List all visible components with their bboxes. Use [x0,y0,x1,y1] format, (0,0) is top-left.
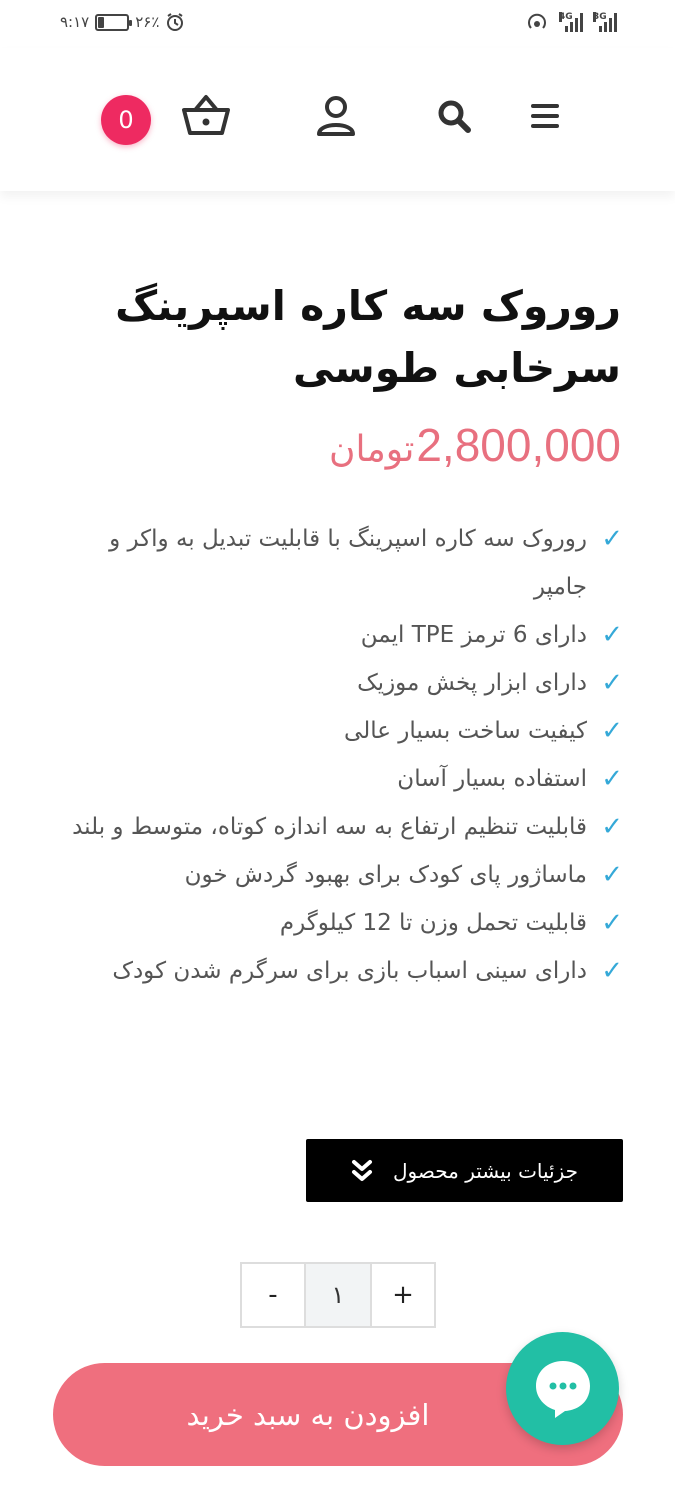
check-icon: ✓ [601,668,623,698]
check-icon: ✓ [601,860,623,890]
chat-bubble-icon [531,1356,595,1422]
product-price [329,418,621,472]
feature-item: ✓ کیفیت ساخت بسیار عالی [53,707,623,755]
signal-4g-icon: 4G [559,12,583,32]
check-icon: ✓ [601,620,623,650]
feature-item: ✓ دارای ابزار پخش موزیک [53,659,623,707]
quantity-value[interactable]: ۱ [304,1264,372,1326]
site-header [0,48,675,191]
basket-icon[interactable] [178,88,234,144]
cart-count-badge[interactable]: 0 [101,95,151,145]
more-details-label: جزئیات بیشتر محصول [393,1158,578,1183]
feature-item: ✓ دارای سینی اسباب بازی برای سرگرم شدن کودک [53,947,623,995]
status-bar [0,0,675,48]
hotspot-icon [525,12,549,32]
check-icon: ✓ [601,812,623,842]
battery-icon [95,14,129,31]
quantity-decrease-button[interactable]: - [242,1264,304,1326]
quantity-increase-button[interactable]: + [372,1264,434,1326]
status-left [60,12,185,32]
feature-item: ✓ قابلیت تحمل وزن تا 12 کیلوگرم [53,899,623,947]
feature-item: ✓ ماساژور پای کودک برای بهبود گردش خون [53,851,623,899]
price-amount: 2,800,000 [416,419,621,471]
status-right [525,12,617,32]
more-details-button[interactable] [306,1139,623,1202]
chat-button[interactable] [506,1332,619,1445]
check-icon: ✓ [601,716,623,746]
search-icon[interactable] [426,88,482,144]
check-icon: ✓ [601,524,623,554]
add-to-cart-label: افزودن به سبد خرید [186,1397,430,1432]
check-icon: ✓ [601,908,623,938]
quantity-stepper [240,1262,436,1328]
double-chevron-down-icon [351,1159,373,1183]
check-icon: ✓ [601,956,623,986]
user-icon[interactable] [308,88,364,144]
price-currency: تومان [329,429,415,470]
feature-item: ✓ دارای 6 ترمز TPE ایمن [53,611,623,659]
signal-3g-icon: 3G [593,12,617,32]
status-time: ۹:۱۷ [60,13,90,31]
menu-icon[interactable] [517,88,573,144]
battery-percent: ۲۶٪ [135,13,160,31]
feature-item: ✓ استفاده بسیار آسان [53,755,623,803]
alarm-icon [165,12,185,32]
product-title: روروک سه کاره اسپرینگ سرخابی طوسی [115,282,621,392]
feature-item: ✓ روروک سه کاره اسپرینگ با قابلیت تبدیل به واکر و جامپر [53,515,623,611]
check-icon: ✓ [601,764,623,794]
feature-item: ✓ قابلیت تنظیم ارتفاع به سه اندازه کوتاه، متوسط و بلند [53,803,623,851]
feature-list [53,515,623,995]
